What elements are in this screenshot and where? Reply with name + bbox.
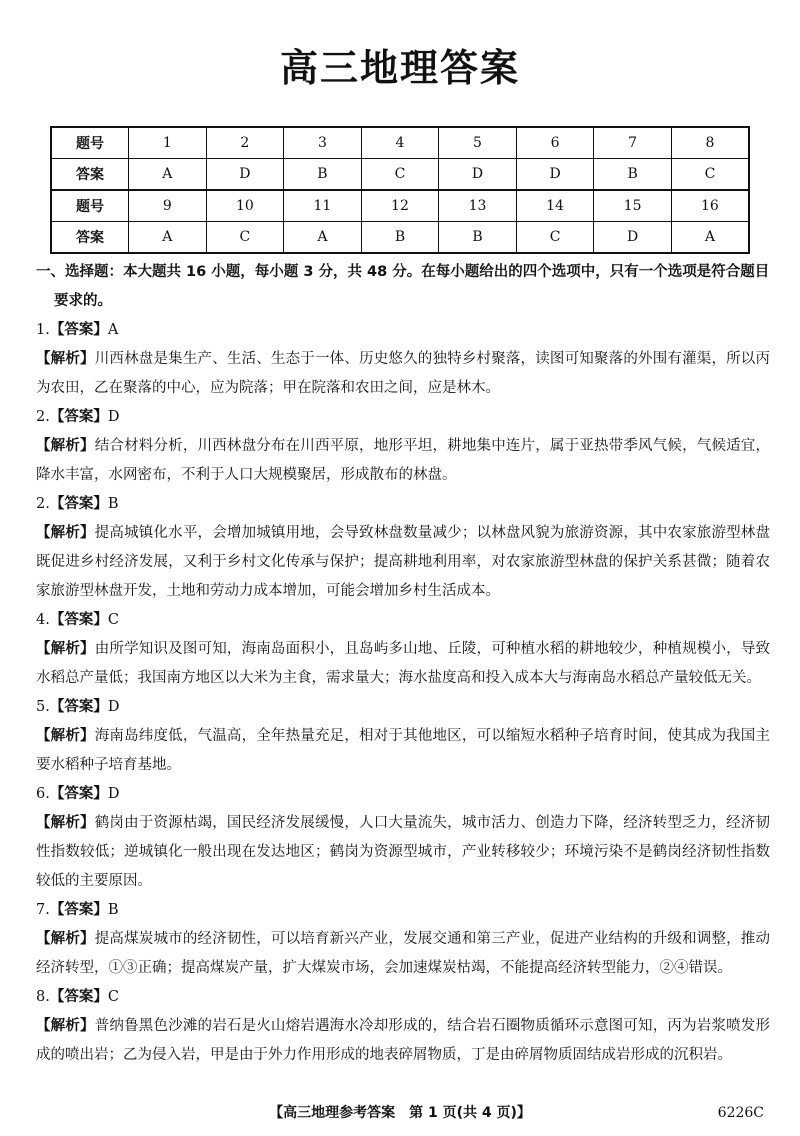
explanation-tag: 【解析】 (36, 351, 95, 367)
explanation (36, 1012, 770, 1070)
answer-tag: 【答案】 (49, 989, 108, 1005)
question-num: 8. (36, 989, 50, 1005)
question-num: 5. (36, 699, 50, 715)
question-block (36, 896, 770, 983)
question-num: 2. (36, 409, 50, 425)
question-block (36, 780, 770, 896)
explanation-tag: 【解析】 (36, 728, 95, 744)
answer-line (36, 983, 770, 1012)
answer-cell: C (671, 159, 749, 191)
answer-tag: 【答案】 (49, 322, 108, 338)
explanation-tag: 【解析】 (36, 641, 95, 657)
answer-value: D (107, 786, 120, 802)
question-number: 8 (671, 127, 749, 159)
table-row (51, 222, 749, 254)
question-number: 7 (594, 127, 672, 159)
section-heading-line2: 要求的。 (54, 293, 112, 309)
question-number: 10 (206, 190, 284, 222)
answer-cell: B (594, 159, 672, 191)
question-number: 14 (516, 190, 594, 222)
explanation-text: 结合材料分析，川西林盘分布在川西平原，地形平坦，耕地集中连片，属于亚热带季风气候，气候适宜，降水丰富，水网密布，不利于人口大规模聚居，形成散布的林盘。 (36, 438, 770, 483)
answer-value: A (107, 322, 119, 338)
explanation (36, 809, 770, 896)
answer-cell: A (129, 222, 207, 254)
row-label-answer: 答案 (51, 222, 129, 254)
table-row (51, 127, 749, 159)
answer-cell: A (129, 159, 207, 191)
answer-value: D (107, 409, 120, 425)
explanation-tag: 【解析】 (36, 931, 95, 947)
answer-tag: 【答案】 (49, 786, 108, 802)
question-number: 4 (361, 127, 439, 159)
explanation-text: 海南岛纬度低，气温高，全年热量充足，相对于其他地区，可以缩短水稻种子培育时间，使其成为我国主要水稻种子培育基地。 (36, 728, 770, 773)
answer-cell: C (361, 159, 439, 191)
question-number: 11 (284, 190, 362, 222)
table-row (51, 159, 749, 191)
question-block (36, 606, 770, 693)
answer-line (36, 896, 770, 925)
question-num: 2. (36, 496, 50, 512)
explanation-tag: 【解析】 (36, 525, 95, 541)
answer-cell: C (516, 222, 594, 254)
footer-code: 6226C (717, 1105, 764, 1121)
question-num: 7. (36, 902, 50, 918)
answer-value: C (107, 989, 119, 1005)
question-number: 2 (206, 127, 284, 159)
explanation-text: 川西林盘是集生产、生活、生态于一体、历史悠久的独特乡村聚落，读图可知聚落的外围有灌渠，所以丙为农田，乙在聚落的中心，应为院落；甲在院落和农田之间，应是林木。 (36, 351, 770, 396)
answer-line (36, 780, 770, 809)
answer-line (36, 316, 770, 345)
explanation (36, 519, 770, 606)
question-num: 1. (36, 322, 50, 338)
explanation-text: 普纳鲁黑色沙滩的岩石是火山熔岩遇海水冷却形成的，结合岩石圈物质循环示意图可知，丙为岩浆喷发形成的喷出岩；乙为侵入岩，甲是由于外力作用形成的地表碎屑物质，丁是由碎屑物质固结成岩形成的沉积岩。 (36, 1018, 770, 1063)
answer-value: B (107, 496, 119, 512)
section-heading (36, 258, 770, 316)
row-label-answer: 答案 (51, 159, 129, 191)
answer-line (36, 490, 770, 519)
section-heading-line1: 一、选择题：本大题共 16 小题，每小题 3 分，共 48 分。在每小题给出的四个选项中，只有一个选项是符合题目 (36, 264, 770, 280)
row-label-question: 题号 (51, 190, 129, 222)
answer-value: C (107, 612, 119, 628)
answer-cell: D (439, 159, 517, 191)
answer-cell: D (516, 159, 594, 191)
question-number: 3 (284, 127, 362, 159)
question-number: 1 (129, 127, 207, 159)
answer-explanations (36, 258, 770, 1070)
explanation (36, 722, 770, 780)
row-label-question: 题号 (51, 127, 129, 159)
answer-tag: 【答案】 (49, 699, 108, 715)
question-num: 6. (36, 786, 50, 802)
question-block (36, 403, 770, 490)
question-number: 9 (129, 190, 207, 222)
question-number: 13 (439, 190, 517, 222)
table-row (51, 190, 749, 222)
answer-table (50, 126, 750, 254)
explanation-tag: 【解析】 (36, 815, 95, 831)
question-number: 15 (594, 190, 672, 222)
answer-line (36, 693, 770, 722)
answer-cell: B (439, 222, 517, 254)
explanation (36, 432, 770, 490)
question-num: 4. (36, 612, 50, 628)
question-block (36, 490, 770, 606)
explanation-tag: 【解析】 (36, 438, 95, 454)
answer-cell: B (361, 222, 439, 254)
answer-cell: D (594, 222, 672, 254)
answer-value: D (107, 699, 120, 715)
answer-tag: 【答案】 (49, 612, 108, 628)
page-title: 高三地理答案 (279, 46, 520, 90)
explanation (36, 925, 770, 983)
answer-tag: 【答案】 (49, 902, 108, 918)
explanation (36, 345, 770, 403)
question-number: 16 (671, 190, 749, 222)
question-block (36, 693, 770, 780)
question-block (36, 316, 770, 403)
answer-cell: A (671, 222, 749, 254)
question-number: 5 (439, 127, 517, 159)
answer-cell: B (284, 159, 362, 191)
page-footer (0, 1102, 800, 1124)
answer-tag: 【答案】 (49, 496, 108, 512)
question-number: 6 (516, 127, 594, 159)
answer-tag: 【答案】 (49, 409, 108, 425)
explanation-text: 提高煤炭城市的经济韧性，可以培育新兴产业，发展交通和第三产业，促进产业结构的升级和调整，推动经济转型，①③正确；提高煤炭产量，扩大煤炭市场，会加速煤炭枯竭，不能提高经济转型能力，②④错误。 (36, 931, 770, 976)
explanation-tag: 【解析】 (36, 1018, 95, 1034)
answer-cell: A (284, 222, 362, 254)
answer-value: B (107, 902, 119, 918)
answer-cell: D (206, 159, 284, 191)
footer-page-info: 【高三地理参考答案 第 1 页(共 4 页)】 (269, 1105, 531, 1121)
question-number: 12 (361, 190, 439, 222)
explanation-text: 由所学知识及图可知，海南岛面积小，且岛屿多山地、丘陵，可种植水稻的耕地较少，种植规模小，导致水稻总产量低；我国南方地区以大米为主食，需求量大；海水盐度高和投入成本大与海南岛水稻总产量较低无关。 (36, 641, 770, 686)
explanation-text: 提高城镇化水平，会增加城镇用地，会导致林盘数量减少；以林盘风貌为旅游资源，其中农家旅游型林盘既促进乡村经济发展，又利于乡村文化传承与保护；提高耕地利用率，对农家旅游型林盘的保护关系甚微；随着农家旅游型林盘开发，土地和劳动力成本增加，可能会增加乡村生活成本。 (36, 525, 770, 599)
answer-cell: C (206, 222, 284, 254)
explanation (36, 635, 770, 693)
question-block (36, 983, 770, 1070)
answer-line (36, 606, 770, 635)
explanation-text: 鹤岗由于资源枯竭，国民经济发展缓慢，人口大量流失，城市活力、创造力下降，经济转型乏力，经济韧性指数较低；逆城镇化一般出现在发达地区；鹤岗为资源型城市，产业转移较少；环境污染不是鹤岗经济韧性指数较低的主要原因。 (36, 815, 770, 889)
answer-line (36, 403, 770, 432)
